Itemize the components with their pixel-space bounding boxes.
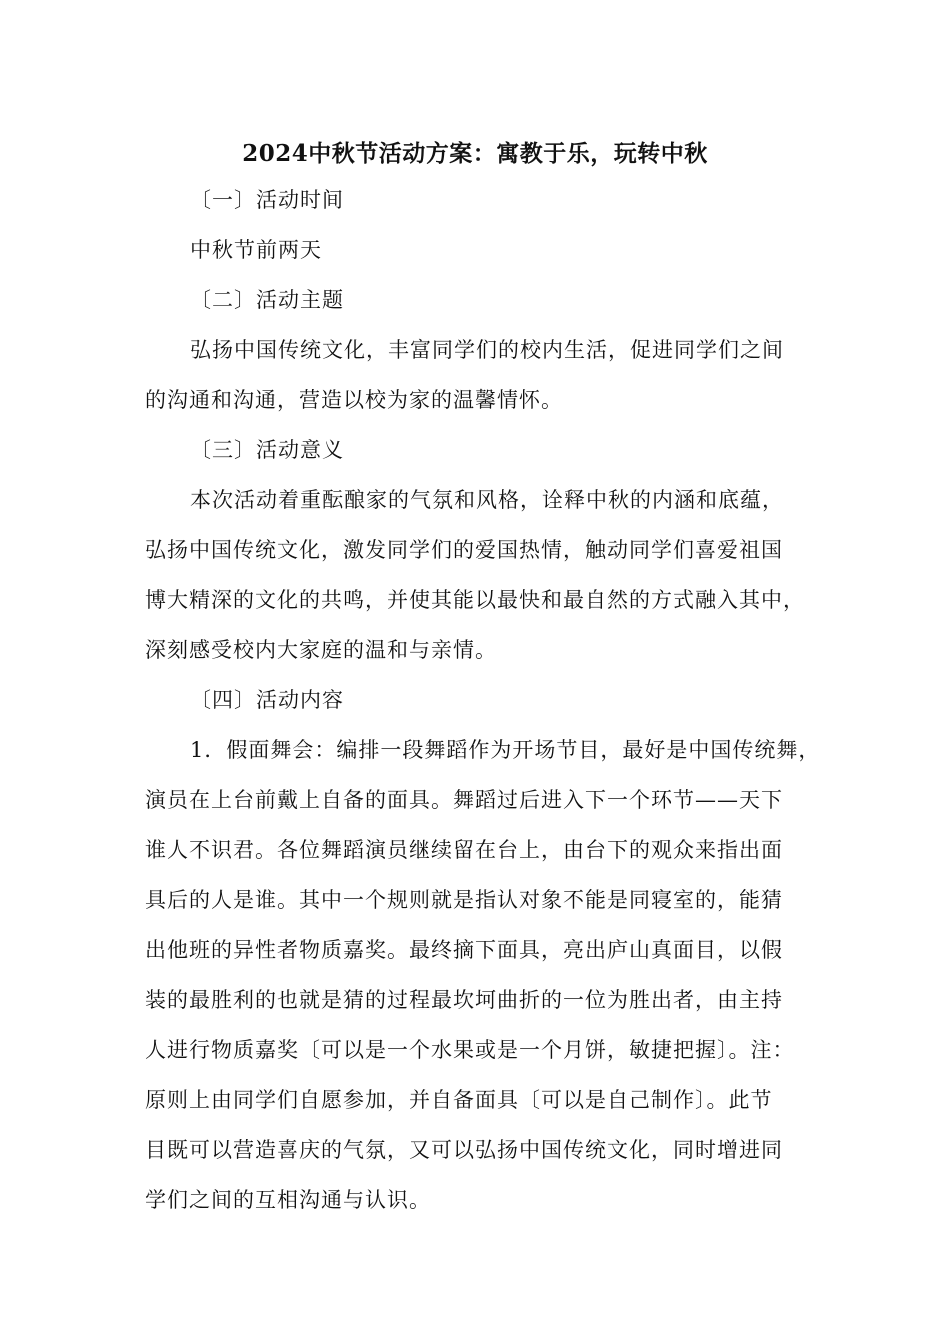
section-heading-time: 〔一〕活动时间	[190, 188, 344, 212]
paragraph-line: 目既可以营造喜庆的气氛，又可以弘扬中国传统文化，同时增进同	[145, 1138, 783, 1162]
paragraph-line: 具后的人是谁。其中一个规则就是指认对象不能是同寝室的，能猜	[145, 888, 783, 912]
paragraph-line: 人进行物质嘉奖〔可以是一个水果或是一个月饼，敏捷把握〕。注：	[145, 1038, 795, 1062]
section-heading-theme: 〔二〕活动主题	[190, 288, 344, 312]
paragraph-line: 弘扬中国传统文化，激发同学们的爱国热情，触动同学们喜爱祖国	[145, 538, 783, 562]
paragraph-line: 学们之间的互相沟通与认识。	[145, 1188, 431, 1212]
paragraph-line: 出他班的异性者物质嘉奖。最终摘下面具，亮出庐山真面目，以假	[145, 938, 783, 962]
paragraph-line: 的沟通和沟通，营造以校为家的温馨情怀。	[145, 388, 563, 412]
paragraph-line: 深刻感受校内大家庭的温和与亲情。	[145, 638, 497, 662]
paragraph-line: 谁人不识君。各位舞蹈演员继续留在台上，由台下的观众来指出面	[145, 838, 783, 862]
document-title: 2024中秋节活动方案：寓教于乐，玩转中秋	[242, 140, 708, 167]
paragraph-line: 演员在上台前戴上自备的面具。舞蹈过后进入下一个环节——天下	[145, 788, 783, 812]
paragraph-line: 原则上由同学们自愿参加，并自备面具〔可以是自己制作〕。此节	[145, 1088, 773, 1112]
paragraph-line: 本次活动着重酝酿家的气氛和风格，诠释中秋的内涵和底蕴，	[190, 488, 784, 512]
section-heading-content: 〔四〕活动内容	[190, 688, 344, 712]
paragraph-line: 1．假面舞会：编排一段舞蹈作为开场节目，最好是中国传统舞，	[190, 738, 821, 762]
paragraph-line: 博大精深的文化的共鸣，并使其能以最快和最自然的方式融入其中，	[145, 588, 805, 612]
section-heading-meaning: 〔三〕活动意义	[190, 438, 344, 462]
paragraph-line: 装的最胜利的也就是猜的过程最坎坷曲折的一位为胜出者，由主持	[145, 988, 783, 1012]
paragraph-line: 中秋节前两天	[190, 238, 322, 262]
paragraph-line: 弘扬中国传统文化，丰富同学们的校内生活，促进同学们之间	[190, 338, 784, 362]
